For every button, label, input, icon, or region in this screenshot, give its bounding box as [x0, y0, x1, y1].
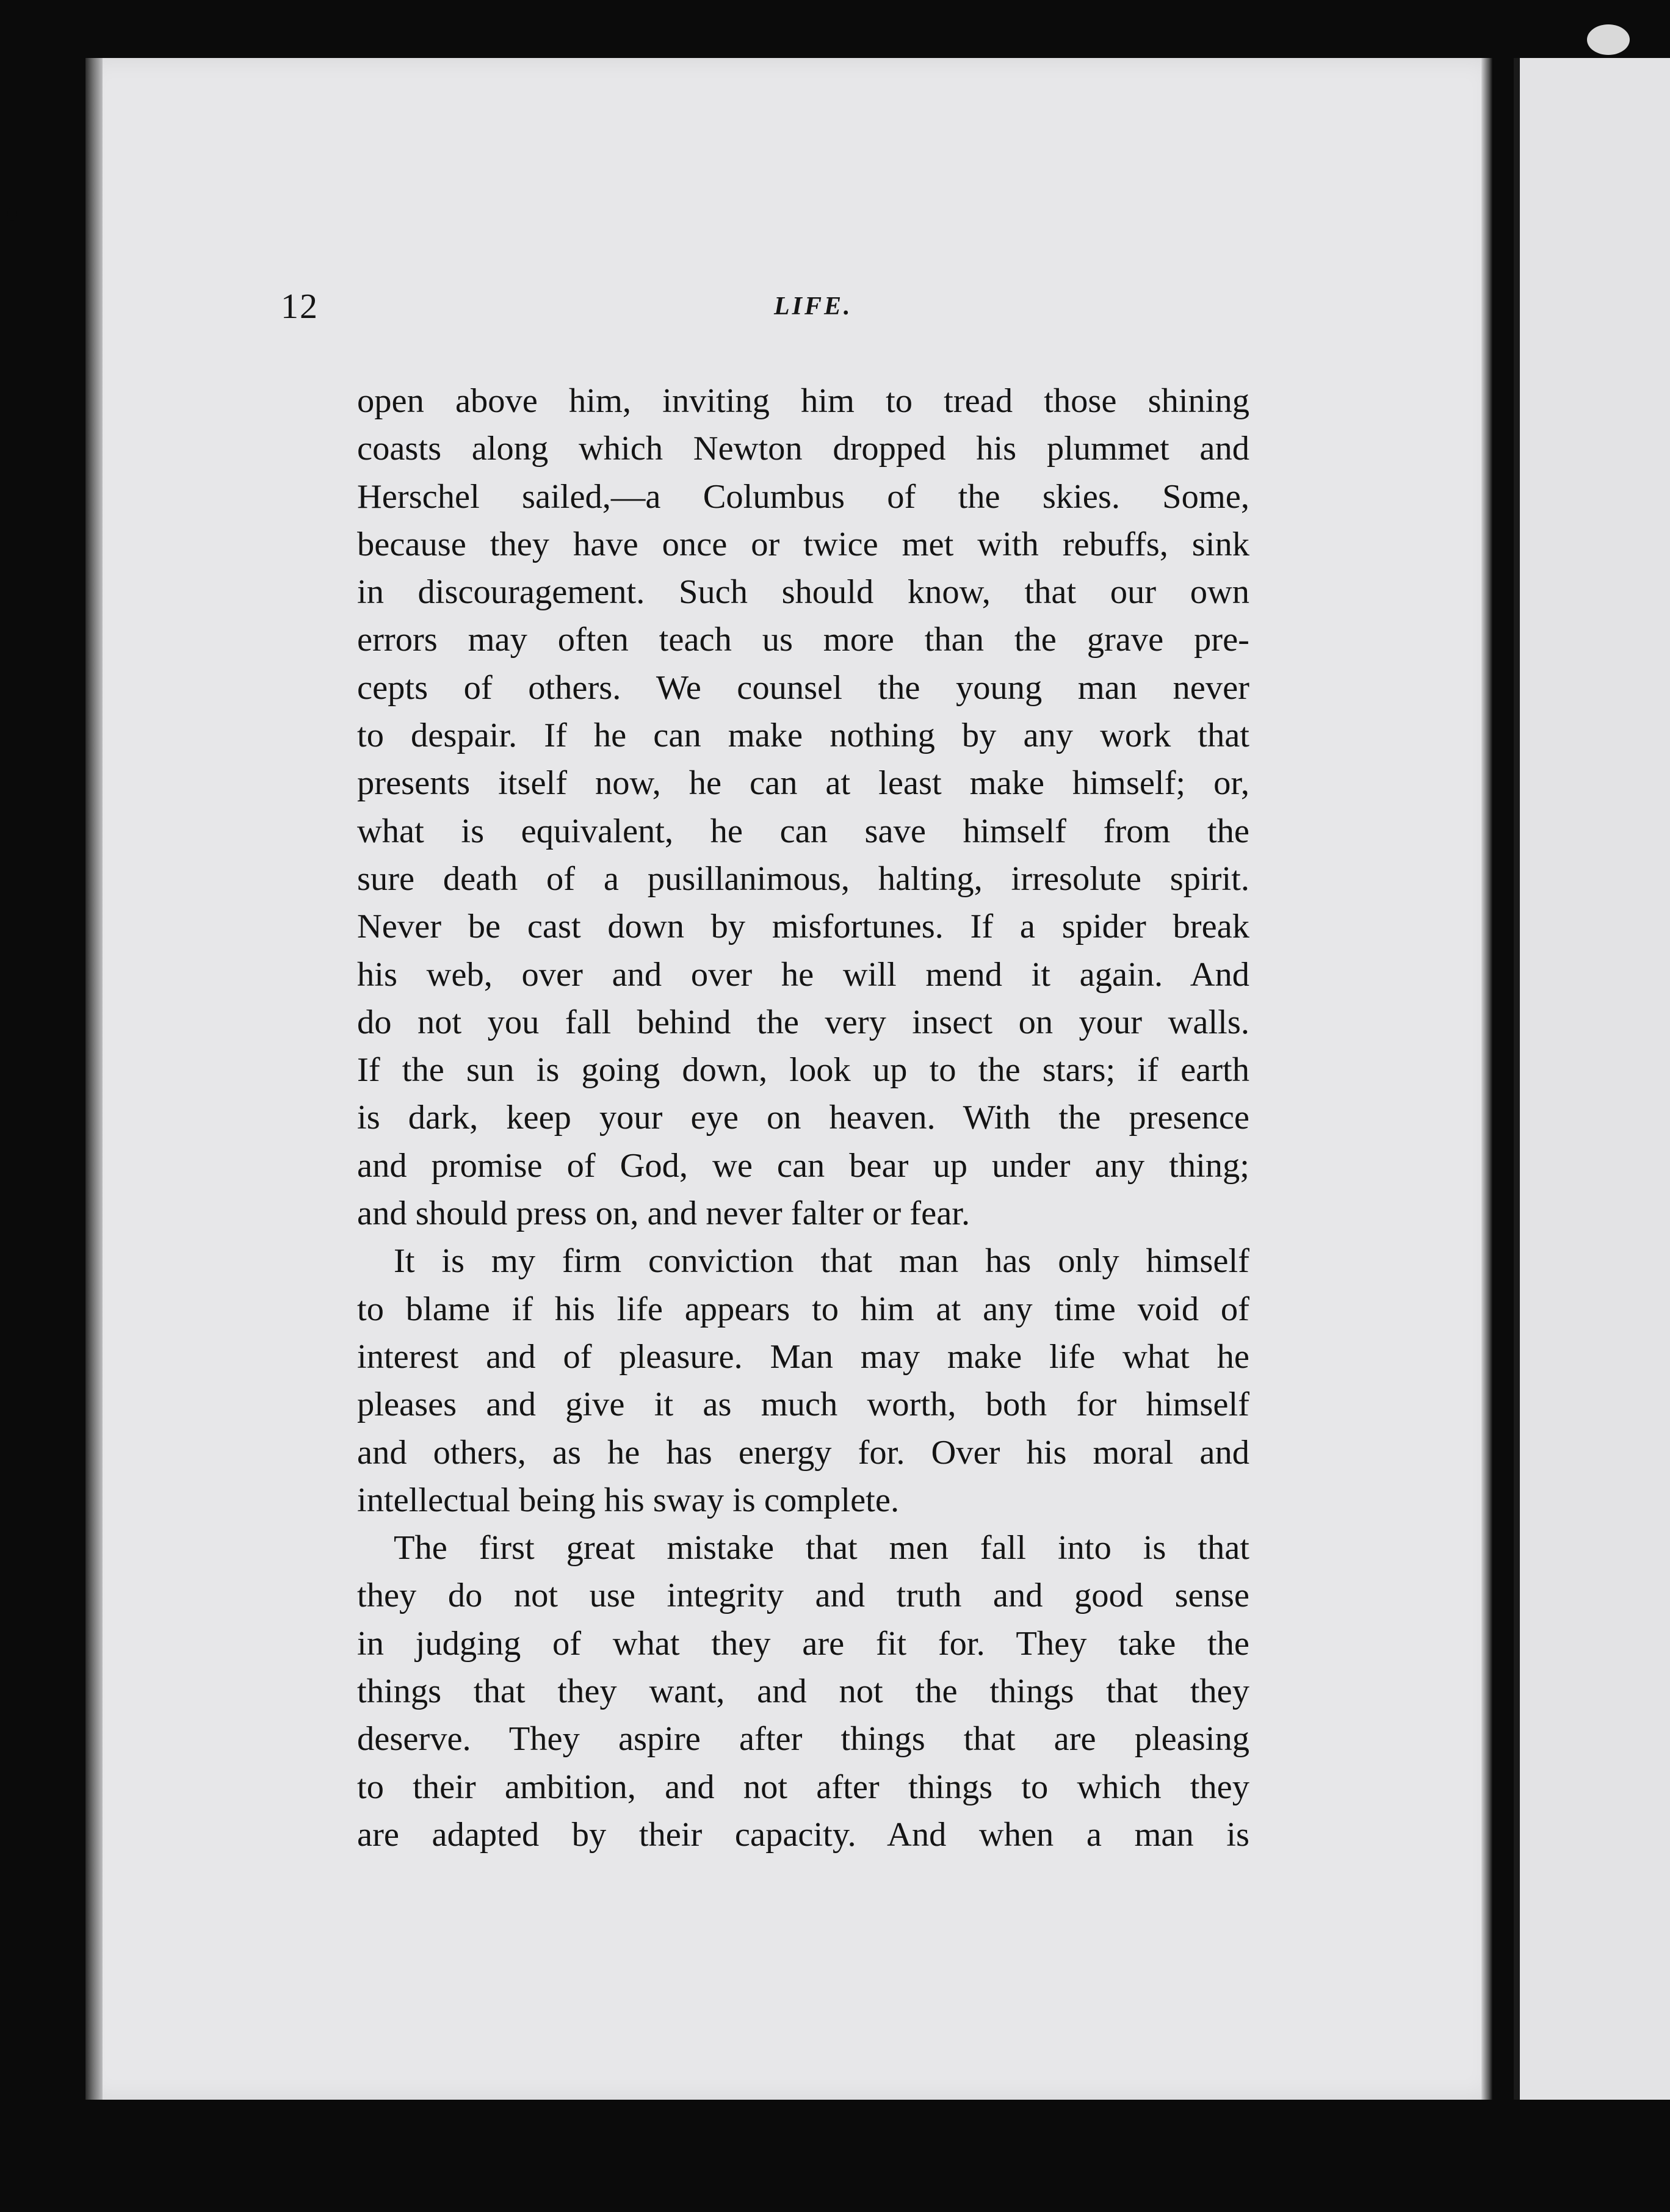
page-number: 12: [281, 286, 319, 326]
text-line: to despair. If he can make nothing by any work that: [357, 717, 1249, 755]
text-line: things that they want, and not the things that they: [357, 1672, 1249, 1711]
scan-speck: [1587, 24, 1630, 55]
page-binding-edge: [85, 58, 103, 2100]
book-gutter: [1492, 58, 1514, 2100]
running-title: LIFE.: [774, 292, 853, 320]
text-line: and should press on, and never falter or fear.: [357, 1195, 971, 1233]
text-line: pleases and give it as much worth, both for himself: [357, 1386, 1249, 1424]
text-line: because they have once or twice met with rebuffs, sink: [357, 525, 1249, 563]
text-line: they do not use integrity and truth and good sense: [357, 1577, 1249, 1615]
text-line: If the sun is going down, look up to the stars; if earth: [357, 1051, 1249, 1090]
text-line: and others, as he has energy for. Over his moral and: [357, 1433, 1249, 1472]
text-line: what is equivalent, he can save himself from the: [357, 812, 1249, 850]
text-line: in judging of what they are fit for. They take the: [357, 1624, 1249, 1663]
text-line: Herschel sailed,—a Columbus of the skies. Some,: [357, 477, 1249, 516]
text-line: are adapted by their capacity. And when a man is: [357, 1815, 1249, 1854]
adjacent-page-edge: [1514, 58, 1520, 2100]
text-line: errors may often teach us more than the grave pre-: [357, 621, 1249, 659]
text-line: presents itself now, he can at least make himself; or,: [357, 764, 1249, 803]
text-line: intellectual being his sway is complete.: [357, 1481, 900, 1519]
body-text: [357, 377, 1249, 1859]
scan-speck: [7, 208, 17, 221]
text-line: interest and of pleasure. Man may make life what he: [357, 1337, 1249, 1376]
text-line: is dark, keep your eye on heaven. With the presence: [357, 1099, 1249, 1137]
text-line: his web, over and over he will mend it again. And: [357, 955, 1249, 994]
running-head: [281, 286, 1257, 334]
text-line: to their ambition, and not after things to which they: [357, 1768, 1249, 1806]
text-line: in discouragement. Such should know, that our own: [357, 573, 1249, 612]
text-line: and promise of God, we can bear up under any thing;: [357, 1146, 1249, 1185]
text-line: Never be cast down by misfortunes. If a spider break: [357, 908, 1249, 946]
text-line: do not you fall behind the very insect on your walls.: [357, 1003, 1249, 1041]
text-line: cepts of others. We counsel the young man never: [357, 668, 1249, 707]
text-line: open above him, inviting him to tread those shining: [357, 382, 1249, 420]
page-gutter-shadow: [1481, 58, 1492, 2100]
text-line: The first great mistake that men fall into is that: [394, 1529, 1249, 1567]
text-line: It is my firm conviction that man has only himself: [394, 1242, 1249, 1281]
text-line: coasts along which Newton dropped his plummet and: [357, 430, 1249, 468]
text-line: to blame if his life appears to him at any time void of: [357, 1290, 1249, 1328]
text-line: deserve. They aspire after things that are pleasing: [357, 1720, 1249, 1758]
adjacent-page-strip: [1514, 58, 1670, 2100]
text-line: sure death of a pusillanimous, halting, irresolute spirit.: [357, 859, 1249, 898]
